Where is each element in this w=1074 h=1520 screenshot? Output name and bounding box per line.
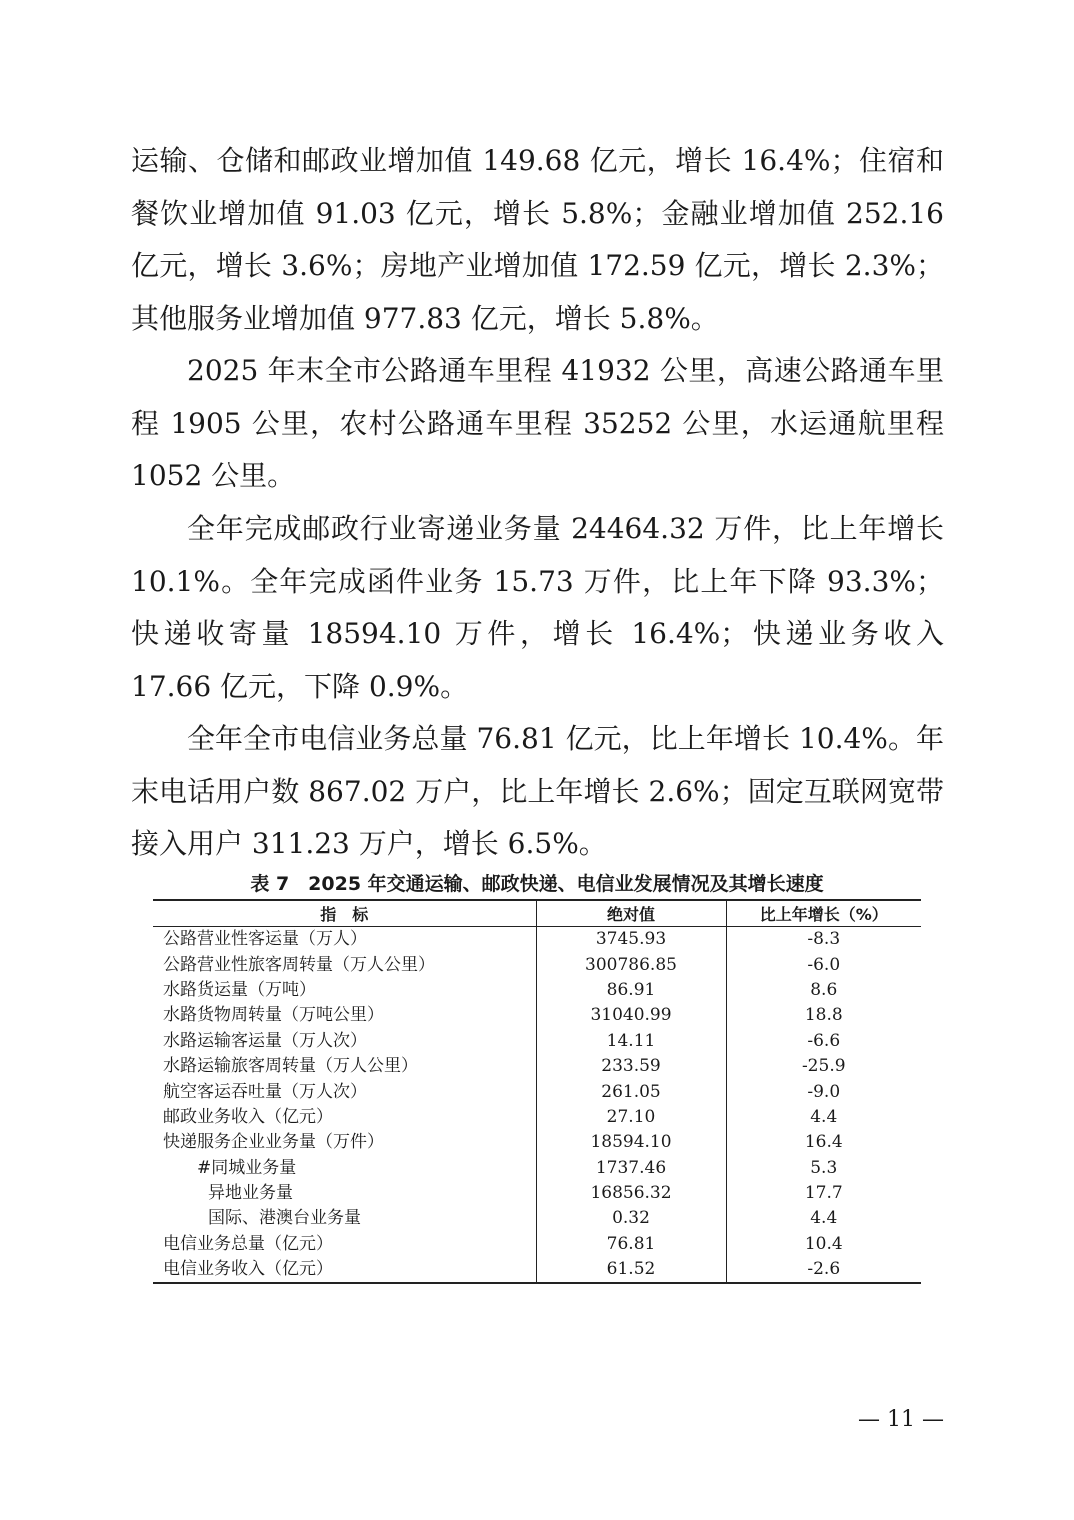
row-growth: -25.9 (726, 1054, 921, 1079)
table-row (153, 1232, 921, 1257)
header-growth: 比上年增长（%） (726, 900, 921, 927)
paragraph-postal: 全年完成邮政行业寄递业务量 24464.32 万件，比上年增长 10.1%。全年完成函件业务 15.73 万件，比上年下降 93.3%；快递收寄量 18594.10 万件，增长 16.4%；快递业务收入 17.66 亿元，下降 0.9%。 (131, 512, 944, 703)
row-indicator: #同城业务量 (197, 1157, 297, 1178)
table-row (153, 1257, 921, 1283)
row-value: 27.10 (536, 1105, 726, 1130)
row-indicator: 水路货物周转量（万吨公里） (163, 1005, 384, 1026)
row-growth: -8.3 (726, 927, 921, 953)
row-growth: 17.7 (726, 1181, 921, 1206)
row-value: 0.32 (536, 1206, 726, 1231)
paragraph-roads: 2025 年末全市公路通车里程 41932 公里，高速公路通车里程 1905 公里，农村公路通车里程 35252 公里，水运通航里程 1052 公里。 (131, 354, 944, 492)
row-value: 31040.99 (536, 1003, 726, 1028)
row-indicator: 公路营业性旅客周转量（万人公里） (163, 954, 435, 975)
row-growth: 4.4 (726, 1105, 921, 1130)
row-value: 3745.93 (536, 927, 726, 953)
row-value: 233.59 (536, 1054, 726, 1079)
row-indicator: 水路货运量（万吨） (163, 979, 316, 1000)
table-row (153, 978, 921, 1003)
row-indicator: 水路运输旅客周转量（万人公里） (163, 1056, 418, 1077)
table-caption: 表 7 2025 年交通运输、邮政快递、电信业发展情况及其增长速度 (250, 873, 824, 895)
row-indicator: 航空客运吞吐量（万人次） (163, 1081, 367, 1102)
row-value: 261.05 (536, 1079, 726, 1104)
row-growth: 4.4 (726, 1206, 921, 1231)
paragraph-services: 运输、仓储和邮政业增加值 149.68 亿元，增长 16.4%；住宿和餐饮业增加值 91.03 亿元，增长 5.8%；金融业增加值 252.16 亿元，增长 3.6%；房地产业增加值 172.59 亿元，增长 2.3%；其他服务业增加值 977.83 亿元，增长 5.8%。 (131, 144, 944, 335)
table-row (153, 1181, 921, 1206)
row-indicator: 公路营业性客运量（万人） (163, 929, 367, 950)
row-value: 76.81 (536, 1232, 726, 1257)
table-header-row (153, 900, 921, 927)
table-row (153, 1156, 921, 1181)
row-value: 86.91 (536, 978, 726, 1003)
paragraph-telecom: 全年全市电信业务总量 76.81 亿元，比上年增长 10.4%。年末电话用户数 867.02 万户，比上年增长 2.6%；固定互联网宽带接入用户 311.23 万户，增长 6.5%。 (131, 722, 944, 860)
row-growth: 16.4 (726, 1130, 921, 1155)
row-value: 14.11 (536, 1029, 726, 1054)
table-row (153, 1003, 921, 1028)
row-indicator: 水路运输客运量（万人次） (163, 1030, 367, 1051)
row-value: 16856.32 (536, 1181, 726, 1206)
row-indicator: 电信业务总量（亿元） (163, 1233, 333, 1254)
header-value: 绝对值 (536, 900, 726, 927)
table-row (153, 1206, 921, 1231)
row-growth: 18.8 (726, 1003, 921, 1028)
row-growth: 10.4 (726, 1232, 921, 1257)
row-indicator: 快递服务企业业务量（万件） (163, 1132, 384, 1153)
row-value: 18594.10 (536, 1130, 726, 1155)
table-row (153, 1079, 921, 1104)
row-growth: -9.0 (726, 1079, 921, 1104)
row-value: 300786.85 (536, 952, 726, 977)
row-indicator: 国际、港澳台业务量 (208, 1208, 361, 1229)
row-indicator: 电信业务收入（亿元） (163, 1259, 333, 1280)
row-indicator: 邮政业务收入（亿元） (163, 1106, 333, 1127)
table-row (153, 1130, 921, 1155)
row-value: 61.52 (536, 1257, 726, 1283)
table-row (153, 1105, 921, 1130)
table-body (153, 927, 921, 1284)
page-number: — 11 — (858, 1407, 944, 1432)
table-row (153, 952, 921, 977)
table-row (153, 1054, 921, 1079)
row-growth: -6.6 (726, 1029, 921, 1054)
row-value: 1737.46 (536, 1156, 726, 1181)
stats-table (153, 899, 921, 1284)
row-growth: 8.6 (726, 978, 921, 1003)
row-growth: -2.6 (726, 1257, 921, 1283)
table-row (153, 927, 921, 953)
row-growth: -6.0 (726, 952, 921, 977)
row-growth: 5.3 (726, 1156, 921, 1181)
table-row (153, 1029, 921, 1054)
header-indicator: 指 标 (153, 900, 536, 927)
row-indicator: 异地业务量 (208, 1183, 293, 1204)
